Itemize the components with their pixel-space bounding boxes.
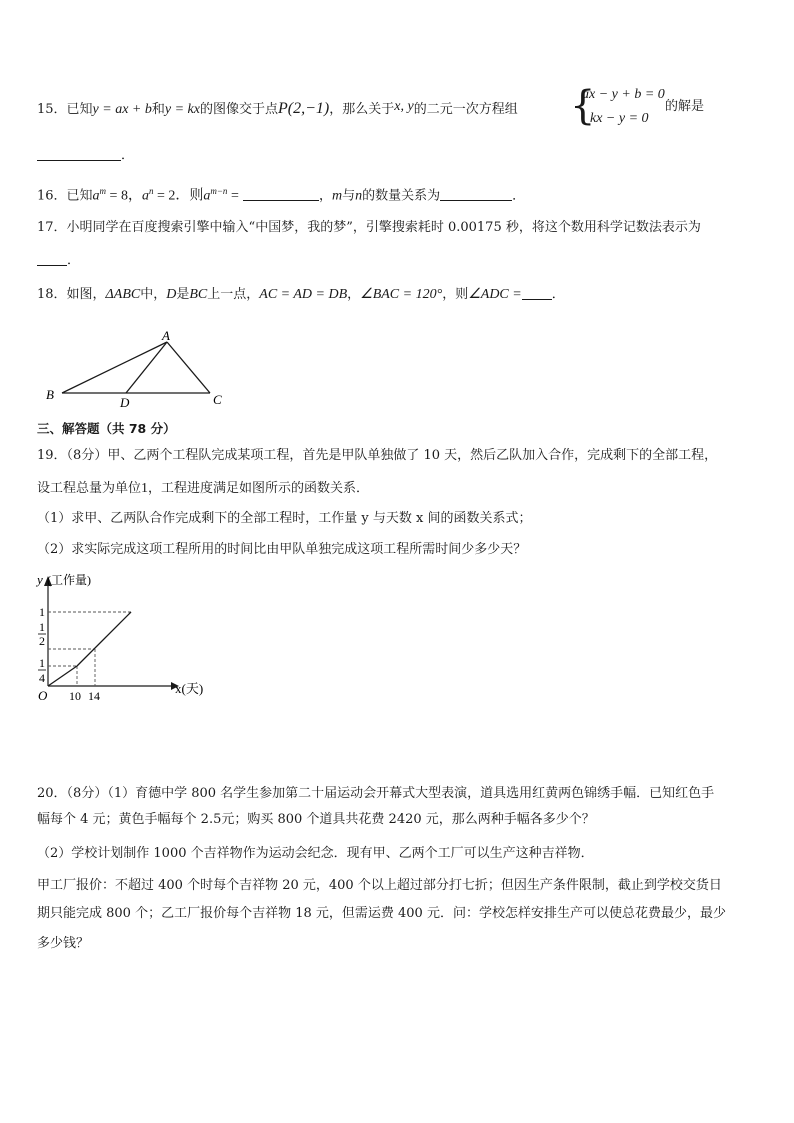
label-A: A xyxy=(162,328,170,343)
q20-line-4: 甲工厂报价：不超过 400 个时每个吉祥物 20 元，400 个以上超过部分打七折；但因生产条件限制，截止到学校交货日 xyxy=(37,878,722,893)
q15-and: 和 xyxy=(151,102,165,117)
q19-line-2: 设工程总量为单位1，工程进度满足如图所示的函数关系． xyxy=(37,481,370,496)
q20-line-2: 幅每个 4 元；黄色手幅每个 2.5元；购买 800 个道具共花费 2420 元，那么两种手幅各多少个？ xyxy=(37,812,595,827)
q15-point: P(2,−1) xyxy=(278,100,330,117)
q16-line: 16．已知$a^m = 8$，$a^n = 2$．则$a^{m-n}$ = ，m与n的数量关系为 ． xyxy=(37,186,526,204)
y-tick-half-den: 2 xyxy=(39,634,45,648)
origin-label: O xyxy=(38,688,48,703)
q15-brace: { xyxy=(570,83,596,129)
q15-eq1: y = ax + b xyxy=(92,102,152,117)
triangle-figure xyxy=(40,328,230,410)
q15-mid2: ，那么关于 xyxy=(329,102,395,117)
q15-suffix: 的解是 xyxy=(665,99,705,114)
q15-answer-blank: ． xyxy=(37,148,134,164)
q20-line-3: （2）学校计划制作 1000 个吉祥物作为运动会纪念．现有甲、乙两个工厂可以生产这种吉祥物． xyxy=(37,846,594,861)
q19-line-1: 19．（8分）甲、乙两个工程队完成某项工程，首先是甲队单独做了 10 天，然后乙队加入合作，完成剩下的全部工程， xyxy=(37,448,718,463)
section-heading: 三、解答题（共 78 分） xyxy=(37,421,176,436)
work-progress-graph xyxy=(33,570,218,705)
y-axis-label: y xyxy=(37,572,43,587)
x-axis-label: x(天) xyxy=(175,681,204,696)
q15-mid3: 的二元一次方程组 xyxy=(413,102,518,117)
q15-prefix: 15．已知 xyxy=(37,102,93,117)
q20-line-6: 多少钱？ xyxy=(37,936,90,951)
y-axis-unit: (工作量) xyxy=(47,573,91,587)
y-tick-half-num: 1 xyxy=(39,620,45,634)
q15-sys2: kx − y = 0 xyxy=(590,111,649,126)
label-C: C xyxy=(213,392,222,407)
q18-line: 18．如图，ΔABC中，D是BC上一点，AC = AD = DB，∠BAC = 120°，则∠ADC = ． xyxy=(37,287,565,302)
label-D: D xyxy=(120,395,130,410)
q19-part-2: （2）求实际完成这项工程所用的时间比由甲队单独完成这项工程所需时间少多少天？ xyxy=(37,542,527,557)
q19-part-1: （1）求甲、乙两队合作完成剩下的全部工程时，工作量 y 与天数 x 间的函数关系式； xyxy=(37,511,532,526)
q20-line-1: 20．（8分）（1）育德中学 800 名学生参加第二十届运动会开幕式大型表演，道具选用红黄两色锦绣手幅．已知红色手 xyxy=(37,786,715,801)
q20-line-5: 期只能完成 800 个；乙工厂报价每个吉祥物 18 元，但需运费 400 元．问：学校怎样安排生产可以使总花费最少，最少 xyxy=(37,906,726,921)
q16-blank-2 xyxy=(440,188,512,201)
y-tick-quarter-num: 1 xyxy=(39,656,45,670)
y-tick-1: 1 xyxy=(39,605,45,619)
q15-mid: 的图像交于点 xyxy=(199,102,278,117)
q17-line: 17．小明同学在百度搜索引擎中输入“中国梦，我的梦”，引擎搜索耗时 0.00175 秒，将这个数用科学记数法表示为 xyxy=(37,220,701,235)
q15-eq2: y = kx xyxy=(164,102,200,117)
q15-vars: x, y xyxy=(394,99,414,114)
x-tick-10: 10 xyxy=(69,689,81,703)
q16-blank-1 xyxy=(243,188,319,201)
q15-line xyxy=(37,99,518,118)
q17-answer-blank: ． xyxy=(37,253,80,269)
x-tick-14: 14 xyxy=(88,689,100,703)
q18-blank xyxy=(522,287,552,300)
q15-sys1: ax − y + b = 0 xyxy=(582,87,665,102)
y-tick-quarter-den: 4 xyxy=(39,671,45,685)
label-B: B xyxy=(46,387,54,402)
